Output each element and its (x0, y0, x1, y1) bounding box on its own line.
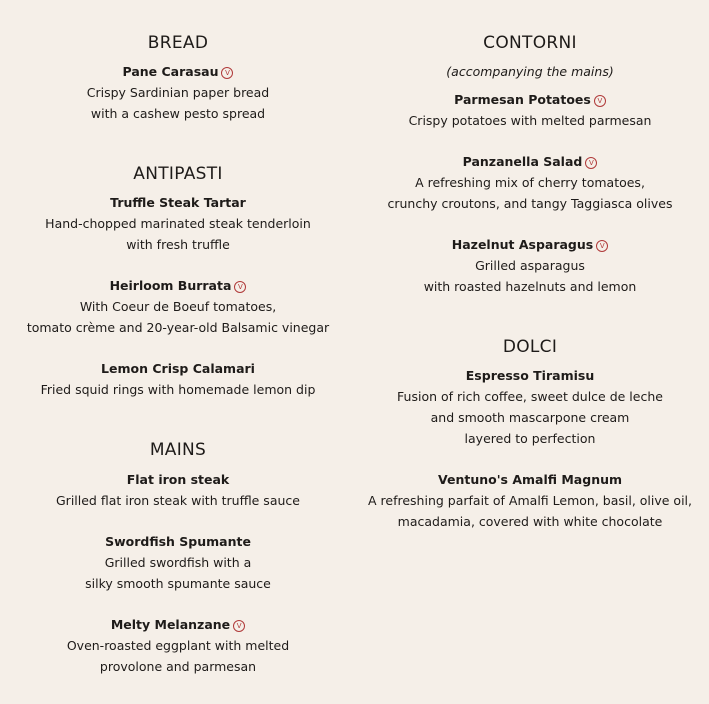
item-name: Parmesan Potatoes V (344, 90, 709, 110)
item-description: A refreshing parfait of Amalfi Lemon, basil, olive oil, macadamia, covered with white chocolate (368, 493, 692, 529)
vegetarian-icon: V (221, 67, 233, 79)
item-description: Oven-roasted eggplant with melted provolone and parmesan (66, 638, 290, 674)
item-description: Fusion of rich coffee, sweet dulce de leche and smooth mascarpone cream layered to perfection (397, 389, 663, 446)
section-title-dolci: DOLCI (502, 337, 558, 357)
menu-item (0, 193, 356, 255)
section-subtitle: (accompanying the mains) (446, 64, 614, 79)
section-title-bread: BREAD (147, 33, 209, 53)
vegetarian-icon: V (234, 281, 246, 293)
menu-item (0, 276, 356, 338)
item-description: Fried squid rings with homemade lemon dip (40, 382, 316, 397)
item-name: Swordfish Spumante (105, 534, 251, 549)
section-title-mains: MAINS (149, 440, 207, 460)
item-description: Crispy Sardinian paper bread with a cashew pesto spread (86, 85, 270, 121)
menu-item (0, 62, 356, 124)
menu-item (0, 359, 356, 400)
item-description: With Coeur de Boeuf tomatoes, tomato crème and 20-year-old Balsamic vinegar (26, 299, 330, 335)
menu-item (344, 235, 709, 297)
item-description: Grilled swordfish with a silky smooth spumante sauce (85, 555, 271, 591)
item-name: Flat iron steak (126, 472, 230, 487)
vegetarian-icon: V (596, 240, 608, 252)
menu-item (0, 615, 356, 677)
item-description: Grilled flat iron steak with truffle sauce (56, 493, 300, 508)
vegetarian-icon: V (594, 95, 606, 107)
item-description: Crispy potatoes with melted parmesan (408, 113, 652, 128)
vegetarian-icon: V (233, 620, 245, 632)
item-name: Melty Melanzane V (0, 615, 356, 635)
menu-item (344, 470, 709, 532)
menu-item (344, 152, 709, 214)
menu-item (344, 366, 709, 449)
item-name: Ventuno's Amalfi Magnum (437, 472, 623, 487)
item-name: Pane Carasau V (0, 62, 356, 82)
item-description: Hand-chopped marinated steak tenderloin with fresh truffle (45, 216, 311, 252)
item-name: Hazelnut Asparagus V (344, 235, 709, 255)
menu-item (344, 90, 709, 131)
item-description: Grilled asparagus with roasted hazelnuts and lemon (423, 258, 637, 294)
item-name: Lemon Crisp Calamari (101, 361, 255, 376)
item-name: Espresso Tiramisu (465, 368, 595, 383)
menu-item (0, 532, 356, 594)
menu-item (0, 470, 356, 511)
item-description: A refreshing mix of cherry tomatoes, crunchy croutons, and tangy Taggiasca olives (387, 175, 673, 211)
section-title-antipasti: ANTIPASTI (133, 164, 223, 184)
item-name: Panzanella Salad V (344, 152, 709, 172)
item-name: Heirloom Burrata V (0, 276, 356, 296)
section-title-contorni: CONTORNI (483, 33, 577, 53)
item-name: Truffle Steak Tartar (110, 195, 246, 210)
vegetarian-icon: V (585, 157, 597, 169)
